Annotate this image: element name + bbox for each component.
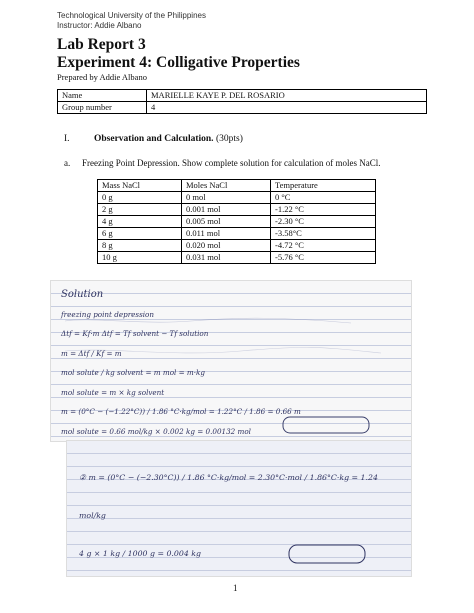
page-number: 1	[233, 583, 238, 593]
handwritten-line: mol solute / kg solvent = m mol = m·kg	[61, 368, 205, 377]
table-row	[98, 204, 376, 216]
handwritten-line: freezing point depression	[61, 309, 155, 319]
table-cell: -1.22 °C	[271, 204, 376, 216]
table-cell: 10 g	[98, 252, 182, 264]
info-row-name	[58, 90, 427, 102]
table-cell: 6 g	[98, 228, 182, 240]
info-row-group	[58, 102, 427, 114]
table-row	[98, 216, 376, 228]
section-title-text: Observation and Calculation.	[94, 134, 214, 144]
handwritten-line	[79, 573, 404, 577]
table-cell: -5.76 °C	[271, 252, 376, 264]
table-cell: 0 °C	[271, 192, 376, 204]
handwritten-heading: Solution	[61, 289, 104, 300]
column-header: Temperature	[271, 180, 376, 192]
experiment-title: Experiment 4: Colligative Properties	[57, 54, 300, 71]
info-label: Group number	[58, 102, 147, 114]
table-cell: 2 g	[98, 204, 182, 216]
table-cell: 0.011 mol	[182, 228, 271, 240]
info-label: Name	[58, 90, 147, 102]
handwritten-line: mol solute = m × kg solvent	[61, 387, 165, 397]
info-table	[57, 89, 427, 114]
info-value: 4	[147, 102, 427, 114]
table-row	[98, 240, 376, 252]
table-cell: 0.001 mol	[182, 204, 271, 216]
report-title: Lab Report 3	[57, 36, 146, 53]
handwritten-line: Δtf = Kf·m Δtf = Tf solvent − Tf solution	[61, 329, 209, 338]
table-row	[98, 192, 376, 204]
table-header-row	[98, 180, 376, 192]
table-cell: 0 g	[98, 192, 182, 204]
subsection-text: Freezing Point Depression. Show complete solution for calculation of moles NaCl.	[82, 158, 381, 168]
section-number: I.	[64, 134, 70, 144]
table-row	[98, 228, 376, 240]
handwritten-solution-photo-2	[66, 440, 412, 577]
prepared-by: Prepared by Addie Albano	[57, 72, 147, 82]
column-header: Mass NaCl	[98, 180, 182, 192]
table-cell: -4.72 °C	[271, 240, 376, 252]
table-cell: 0.031 mol	[182, 252, 271, 264]
table-cell: 0 mol	[182, 192, 271, 204]
instructor-header: Instructor: Addie Albano	[57, 21, 142, 30]
table-row	[98, 252, 376, 264]
handwritten-line: m = Δtf / Kf = m	[61, 348, 122, 358]
handwritten-solution-photo-1	[50, 280, 412, 442]
handwritten-line: 4 g × 1 kg / 1000 g = 0.004 kg	[79, 549, 201, 558]
table-cell: -3.58°C	[271, 228, 376, 240]
handwritten-line: ② m = (0°C − (−2.30°C)) / 1.86 °C·kg/mol = 2.30°C·mol / 1.86°C·kg = 1.24 mol/kg	[79, 473, 378, 520]
handwritten-line: m = (0°C − (−1.22°C)) / 1.86 °C·kg/mol = 1.22°C / 1.86 = 0.66 m	[61, 407, 301, 416]
section-points: (30pts)	[215, 134, 243, 144]
subsection-letter: a.	[64, 158, 71, 168]
data-table	[97, 179, 376, 264]
section-title	[94, 134, 243, 144]
table-cell: -2.30 °C	[271, 216, 376, 228]
column-header: Moles NaCl	[182, 180, 271, 192]
table-cell: 8 g	[98, 240, 182, 252]
institution-header: Technological University of the Philippines	[57, 11, 206, 20]
table-cell: 0.020 mol	[182, 240, 271, 252]
info-value: MARIELLE KAYE P. DEL ROSARIO	[147, 90, 427, 102]
handwritten-line: mol solute = 0.66 mol/kg × 0.002 kg = 0.00132 mol	[61, 426, 251, 436]
table-cell: 0.005 mol	[182, 216, 271, 228]
table-cell: 4 g	[98, 216, 182, 228]
